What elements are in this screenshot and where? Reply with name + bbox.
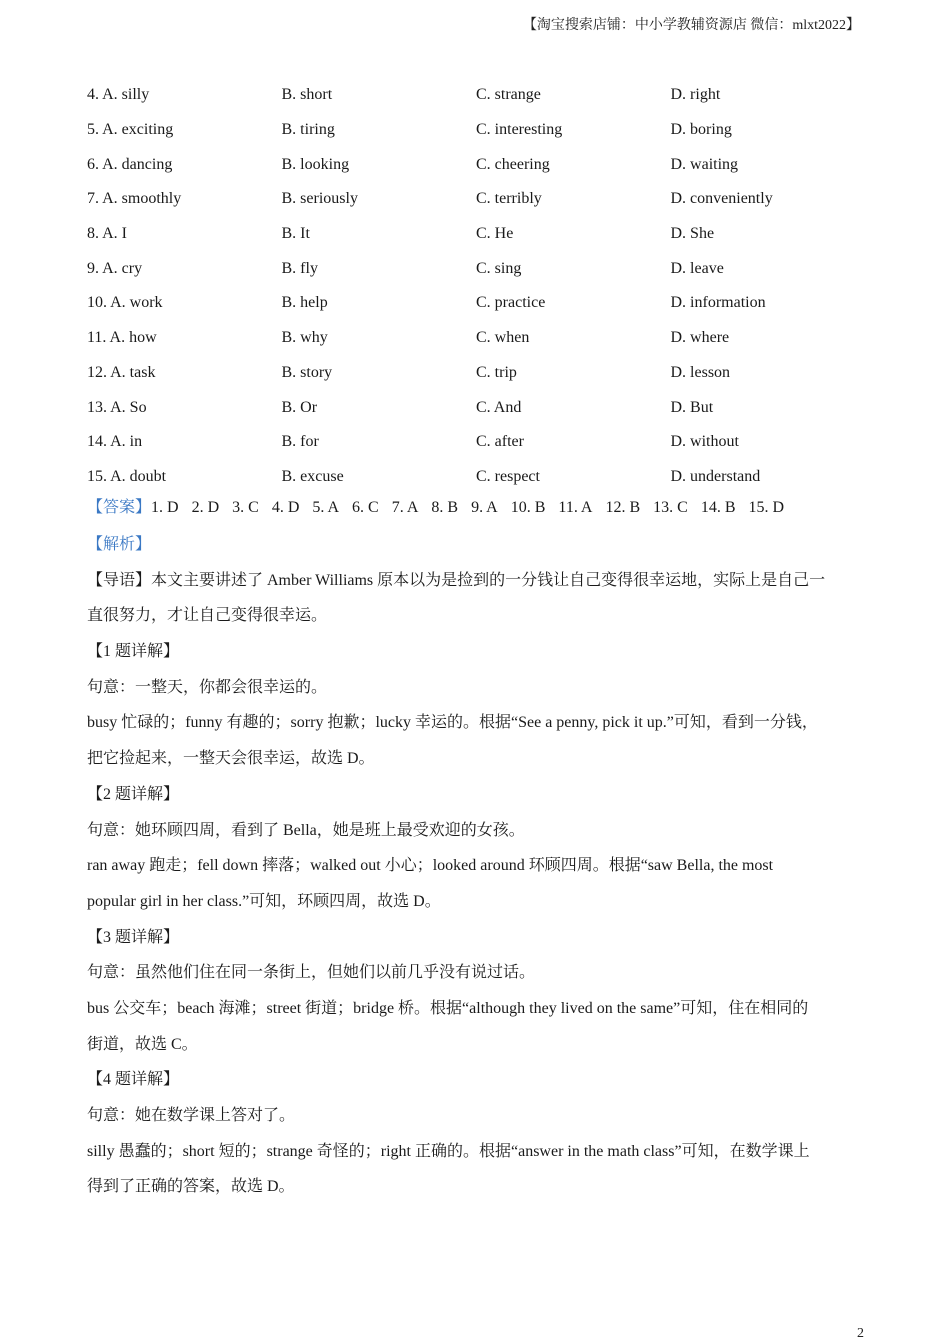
options-row bbox=[87, 321, 867, 356]
explanation-line: ran away 跑走；fell down 摔落；walked out 小心；looked around 环顾四周。根据“saw Bella, the most bbox=[87, 857, 774, 875]
option-d: D. where bbox=[670, 329, 730, 347]
answer-item: 12. B bbox=[605, 499, 641, 516]
option-c: C. cheering bbox=[476, 155, 550, 173]
option-b: B. for bbox=[281, 433, 319, 451]
option-c: C. terribly bbox=[476, 190, 542, 208]
analysis-section bbox=[87, 527, 862, 1205]
option-a: 11. A. how bbox=[87, 329, 157, 347]
option-b: B. excuse bbox=[281, 467, 344, 485]
option-d: D. boring bbox=[670, 121, 732, 139]
option-c: C. when bbox=[476, 329, 530, 347]
option-d: D. leave bbox=[670, 259, 724, 277]
options-row bbox=[87, 425, 867, 460]
option-c: C. practice bbox=[476, 294, 546, 312]
options-row bbox=[87, 251, 867, 286]
option-d: D. without bbox=[670, 433, 739, 451]
answer-key bbox=[87, 494, 867, 517]
answer-item: 10. B bbox=[510, 499, 546, 516]
explanation-line: 街道，故选 C。 bbox=[87, 1035, 198, 1053]
option-b: B. It bbox=[281, 225, 310, 243]
option-a: 8. A. I bbox=[87, 225, 127, 243]
explanation-line: 得到了正确的答案，故选 D。 bbox=[87, 1178, 295, 1196]
explanation-line: 把它捡起来，一整天会很幸运，故选 D。 bbox=[87, 750, 375, 768]
option-b: B. Or bbox=[281, 398, 318, 416]
option-a: 12. A. task bbox=[87, 363, 156, 381]
options-row bbox=[87, 217, 867, 252]
option-d: D. But bbox=[670, 398, 714, 416]
options-row bbox=[87, 147, 867, 182]
option-a: 14. A. in bbox=[87, 433, 143, 451]
sentence-meaning: 句意：她在数学课上答对了。 bbox=[87, 1107, 296, 1124]
answer-item: 3. C bbox=[232, 499, 259, 516]
intro-line: 【导语】本文主要讲述了 Amber Williams 原本以为是捡到的一分钱让自己变得很幸运地，实际上是自己一 bbox=[87, 571, 826, 589]
option-d: D. understand bbox=[670, 467, 761, 485]
options-row bbox=[87, 286, 867, 321]
sentence-meaning: 句意：一整天，你都会很幸运的。 bbox=[87, 678, 328, 696]
option-b: B. help bbox=[281, 294, 328, 312]
sentence-meaning: 句意：虽然他们住在同一条街上，但她们以前几乎没有说过话。 bbox=[87, 964, 536, 982]
explanation-line: bus 公交车；beach 海滩；street 街道；bridge 桥。根据“although they lived on the same”可知，住在相同的 bbox=[87, 999, 809, 1017]
option-b: B. short bbox=[281, 86, 333, 104]
options-table bbox=[87, 78, 867, 494]
option-c: C. respect bbox=[476, 467, 540, 485]
options-row bbox=[87, 390, 867, 425]
option-d: D. lesson bbox=[670, 363, 731, 381]
options-row bbox=[87, 356, 867, 391]
answer-item: 8. B bbox=[431, 499, 459, 516]
question-heading: 【1 题详解】 bbox=[87, 643, 180, 661]
question-heading: 【4 题详解】 bbox=[87, 1071, 180, 1089]
answer-item: 11. A bbox=[558, 499, 593, 516]
answer-item: 7. A bbox=[391, 499, 419, 516]
option-b: B. fly bbox=[281, 259, 318, 277]
page-header: 【淘宝搜索店铺：中小学教辅资源店 微信：mlxt2022】 bbox=[522, 18, 860, 33]
option-c: C. trip bbox=[476, 363, 517, 381]
question-heading: 【3 题详解】 bbox=[87, 928, 180, 946]
option-a: 5. A. exciting bbox=[87, 121, 174, 139]
answer-item: 6. C bbox=[352, 499, 379, 516]
option-a: 15. A. doubt bbox=[87, 467, 167, 485]
explanation-line: silly 愚蠢的；short 短的；strange 奇怪的；right 正确的。根据“answer in the math class”可知，在数学课上 bbox=[87, 1142, 810, 1160]
option-d: D. conveniently bbox=[670, 190, 773, 208]
option-b: B. seriously bbox=[281, 190, 358, 208]
option-b: B. tiring bbox=[281, 121, 335, 139]
analysis-label: 【解析】 bbox=[87, 536, 152, 553]
option-b: B. why bbox=[281, 329, 328, 347]
option-b: B. looking bbox=[281, 155, 350, 173]
answer-label: 【答案】 bbox=[87, 499, 152, 516]
explanation-line: popular girl in her class.”可知，环顾四周，故选 D。 bbox=[87, 892, 441, 910]
answer-item: 4. D bbox=[271, 499, 300, 516]
answer-item: 14. B bbox=[700, 499, 736, 516]
option-c: C. interesting bbox=[476, 121, 563, 139]
option-a: 9. A. cry bbox=[87, 259, 143, 277]
option-c: C. And bbox=[476, 398, 522, 416]
options-row bbox=[87, 460, 867, 495]
option-b: B. story bbox=[281, 363, 333, 381]
option-c: C. He bbox=[476, 225, 514, 243]
option-d: D. right bbox=[670, 86, 721, 104]
options-row bbox=[87, 182, 867, 217]
option-d: D. She bbox=[670, 225, 715, 243]
option-c: C. sing bbox=[476, 259, 522, 277]
option-a: 10. A. work bbox=[87, 294, 163, 312]
page-number: 2 bbox=[857, 1326, 864, 1341]
answer-item: 9. A bbox=[471, 499, 498, 516]
option-a: 7. A. smoothly bbox=[87, 190, 182, 208]
intro-line: 直很努力，才让自己变得很幸运。 bbox=[87, 607, 328, 625]
option-d: D. information bbox=[670, 294, 766, 312]
option-c: C. strange bbox=[476, 86, 541, 104]
answer-item: 13. C bbox=[653, 499, 688, 516]
question-heading: 【2 题详解】 bbox=[87, 785, 180, 803]
option-a: 13. A. So bbox=[87, 398, 147, 416]
option-a: 4. A. silly bbox=[87, 86, 150, 104]
option-a: 6. A. dancing bbox=[87, 155, 173, 173]
options-row bbox=[87, 78, 867, 113]
answer-item: 15. D bbox=[748, 499, 785, 516]
sentence-meaning: 句意：她环顾四周，看到了 Bella，她是班上最受欢迎的女孩。 bbox=[87, 821, 525, 839]
option-c: C. after bbox=[476, 433, 524, 451]
options-row bbox=[87, 113, 867, 148]
explanation-line: busy 忙碌的；funny 有趣的；sorry 抱歉；lucky 幸运的。根据“See a penny, pick it up.”可知，看到一分钱， bbox=[87, 714, 818, 732]
answer-item: 2. D bbox=[191, 499, 220, 516]
answer-item: 5. A bbox=[312, 499, 340, 516]
option-d: D. waiting bbox=[670, 155, 739, 173]
answer-item: 1. D bbox=[151, 499, 179, 516]
